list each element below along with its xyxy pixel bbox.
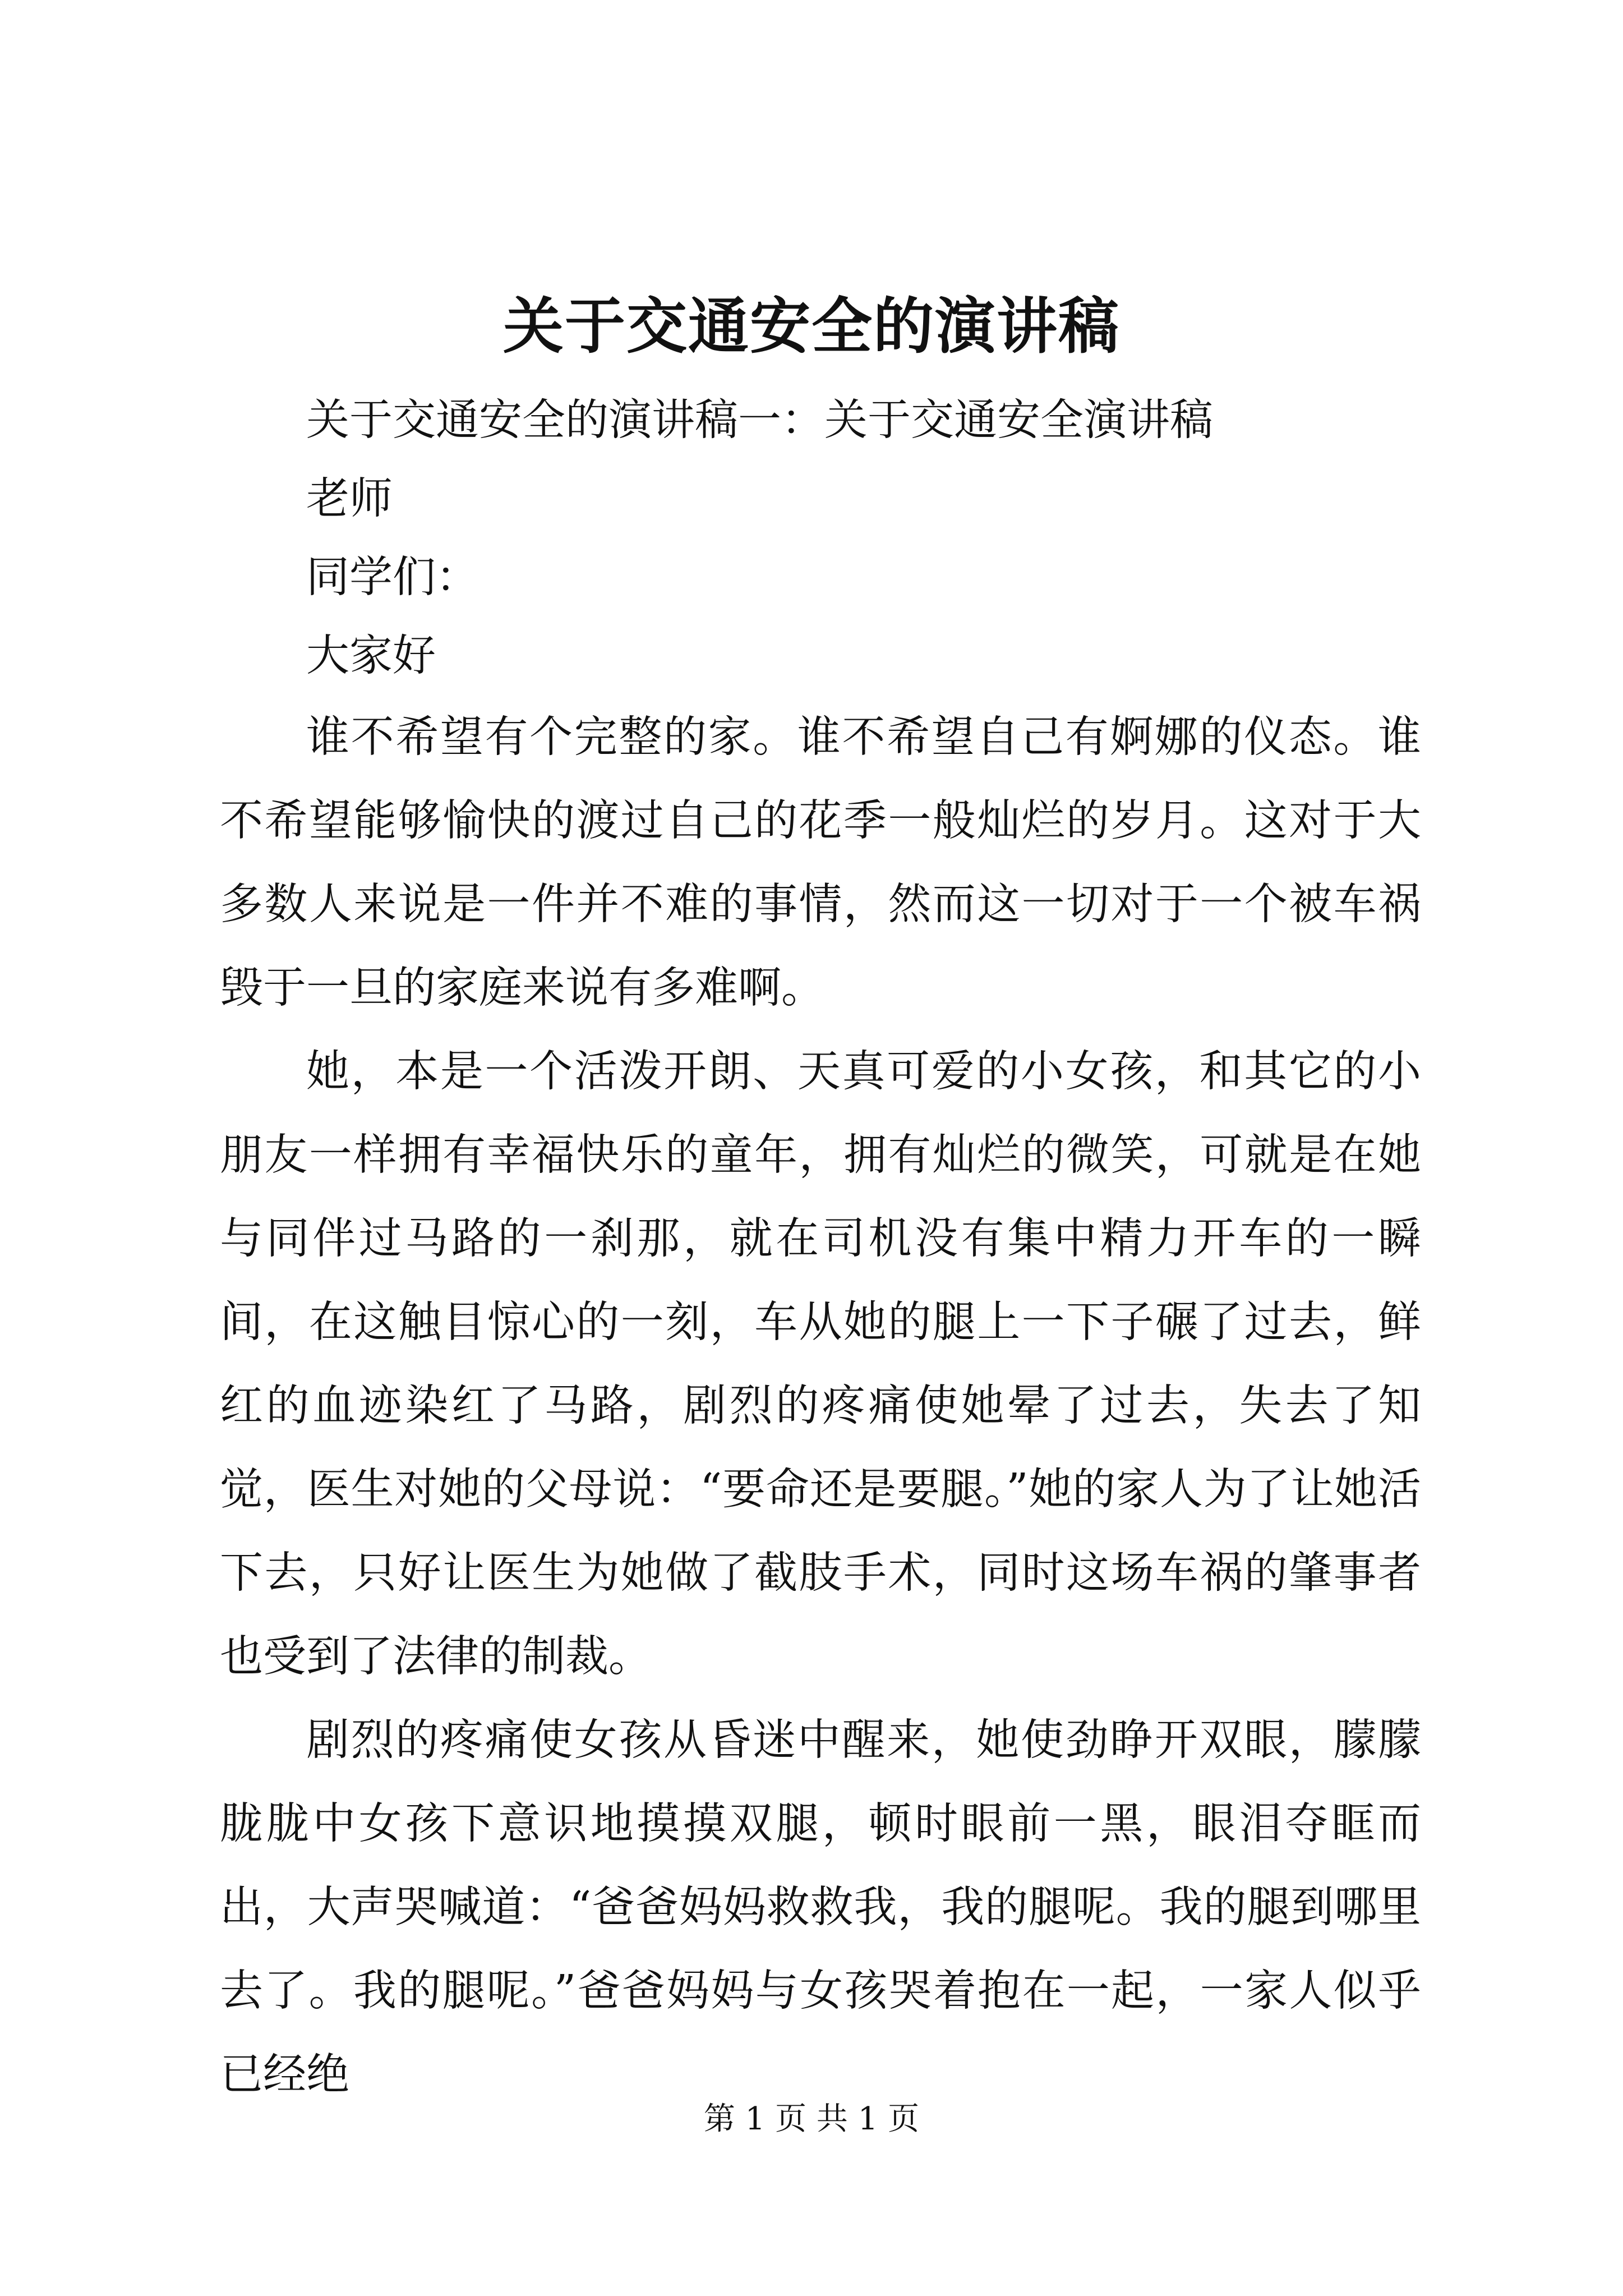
paragraph-body-1: 谁不希望有个完整的家。谁不希望自己有婀娜的仪态。谁不希望能够愉快的渡过自己的花季一般灿烂的岁月。这对于大多数人来说是一件并不难的事情，然而这一切对于一个被车祸毁于一旦的家庭来说有多难啊。	[220, 712, 1421, 1013]
document-title: 关于交通安全的演讲稿	[502, 291, 1120, 362]
paragraph-greeting: 大家好	[306, 631, 436, 681]
paragraph-salutation-teacher: 老师	[306, 474, 393, 524]
paragraph-body-2: 她，本是一个活泼开朗、天真可爱的小女孩，和其它的小朋友一样拥有幸福快乐的童年，拥有灿烂的微笑，可就是在她与同伴过马路的一刹那，就在司机没有集中精力开车的一瞬间，在这触目惊心的一刻，车从她的腿上一下子碾了过去，鲜红的血迹染红了马路，剧烈的疼痛使她晕了过去，失去了知觉，医生对她的父母说：“要命还是要腿。”她的家人为了让她活下去，只好让医生为她做了截肢手术，同时这场车祸的肇事者也受到了法律的制裁。	[220, 1047, 1421, 1682]
paragraph-subtitle: 关于交通安全的演讲稿一：关于交通安全演讲稿	[306, 395, 1213, 445]
page-footer: 第 1 页 共 1 页	[703, 2101, 920, 2137]
paragraph-body-3: 剧烈的疼痛使女孩从昏迷中醒来，她使劲睁开双眼，朦朦胧胧中女孩下意识地摸摸双腿，顿时眼前一黑，眼泪夺眶而出，大声哭喊道：“爸爸妈妈救救我，我的腿呢。我的腿到哪里去了。我的腿呢。”爸爸妈妈与女孩哭着抱在一起，一家人似乎已经绝	[220, 1715, 1421, 2100]
paragraph-salutation-students: 同学们：	[306, 553, 479, 602]
document-body	[220, 381, 1421, 2116]
